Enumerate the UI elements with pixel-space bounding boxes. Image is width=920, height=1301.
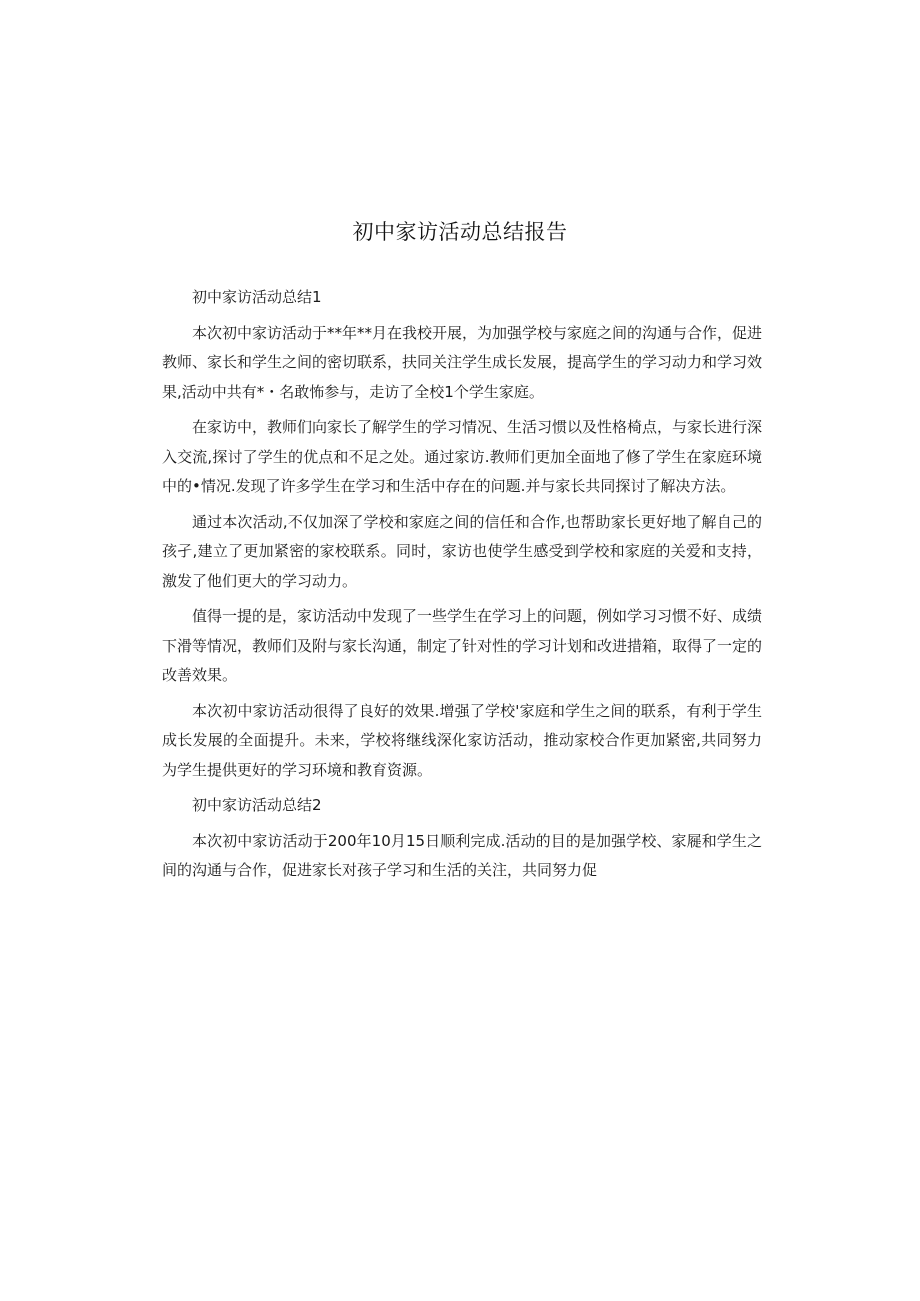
paragraph: 值得一提的是，家访活动中发现了一些学生在学习上的问题，例如学习习惯不好、成绩下滑等情况，教师们及附与家长沟通，制定了针对性的学习计划和改进措箱，取得了一定的改善效果。	[162, 607, 763, 684]
paragraph: 本次初中家访活动于**年**月在我校开展，为加强学校与家庭之间的沟通与合作，促进教师、家长和学生之间的密切联系，扶同关注学生成长发展，提高学生的学习动力和学习效果,活动中共有*・名敢怖参与，走访了全校1个学生家庭。	[162, 323, 763, 401]
section-heading-1: 初中家访活动总结1	[192, 288, 322, 306]
paragraph: 通过本次活动,不仅加深了学校和家庭之间的信任和合作,也帮助家长更好地了解自己的孩孑,建立了更加紧密的家校联系。同时，家访也使学生感受到学校和家庭的关爱和支持，激发了他们更大的学习动力。	[162, 512, 762, 590]
paragraph: 本次初中家访活动于200年10月15日顺利完成.活动的目的是加强学校、家屣和学生之间的沟通与合作，促进家长对孩子学习和生活的关注，共同努力促	[162, 831, 762, 879]
paragraph: 本次初中家访活动很得了良好的效果.增强了学校'家庭和学生之间的联系，有利于学生成长发展的全面提升。未来，学校将继线深化家访活动，推动家校合作更加紧密,共同努力为学生提供更好的学习环境和教育资源。	[162, 701, 762, 779]
paragraph: 在家访中，教师们向家长了解学生的学习情况、生活习惯以及性格椅点，与家长进行深入交流,探讨了学生的优点和不足之处。通过家访.教师们更加全面地了修了学生在家庭环境中的•情况.发现了许多学生在学习和生活中存在的问题.并与家长共同探讨了解决方法。	[162, 418, 763, 495]
document-title: 初中家访活动总结报告	[352, 220, 568, 244]
section-heading-2: 初中家访活动总结2	[192, 796, 322, 814]
document-body	[162, 283, 762, 886]
